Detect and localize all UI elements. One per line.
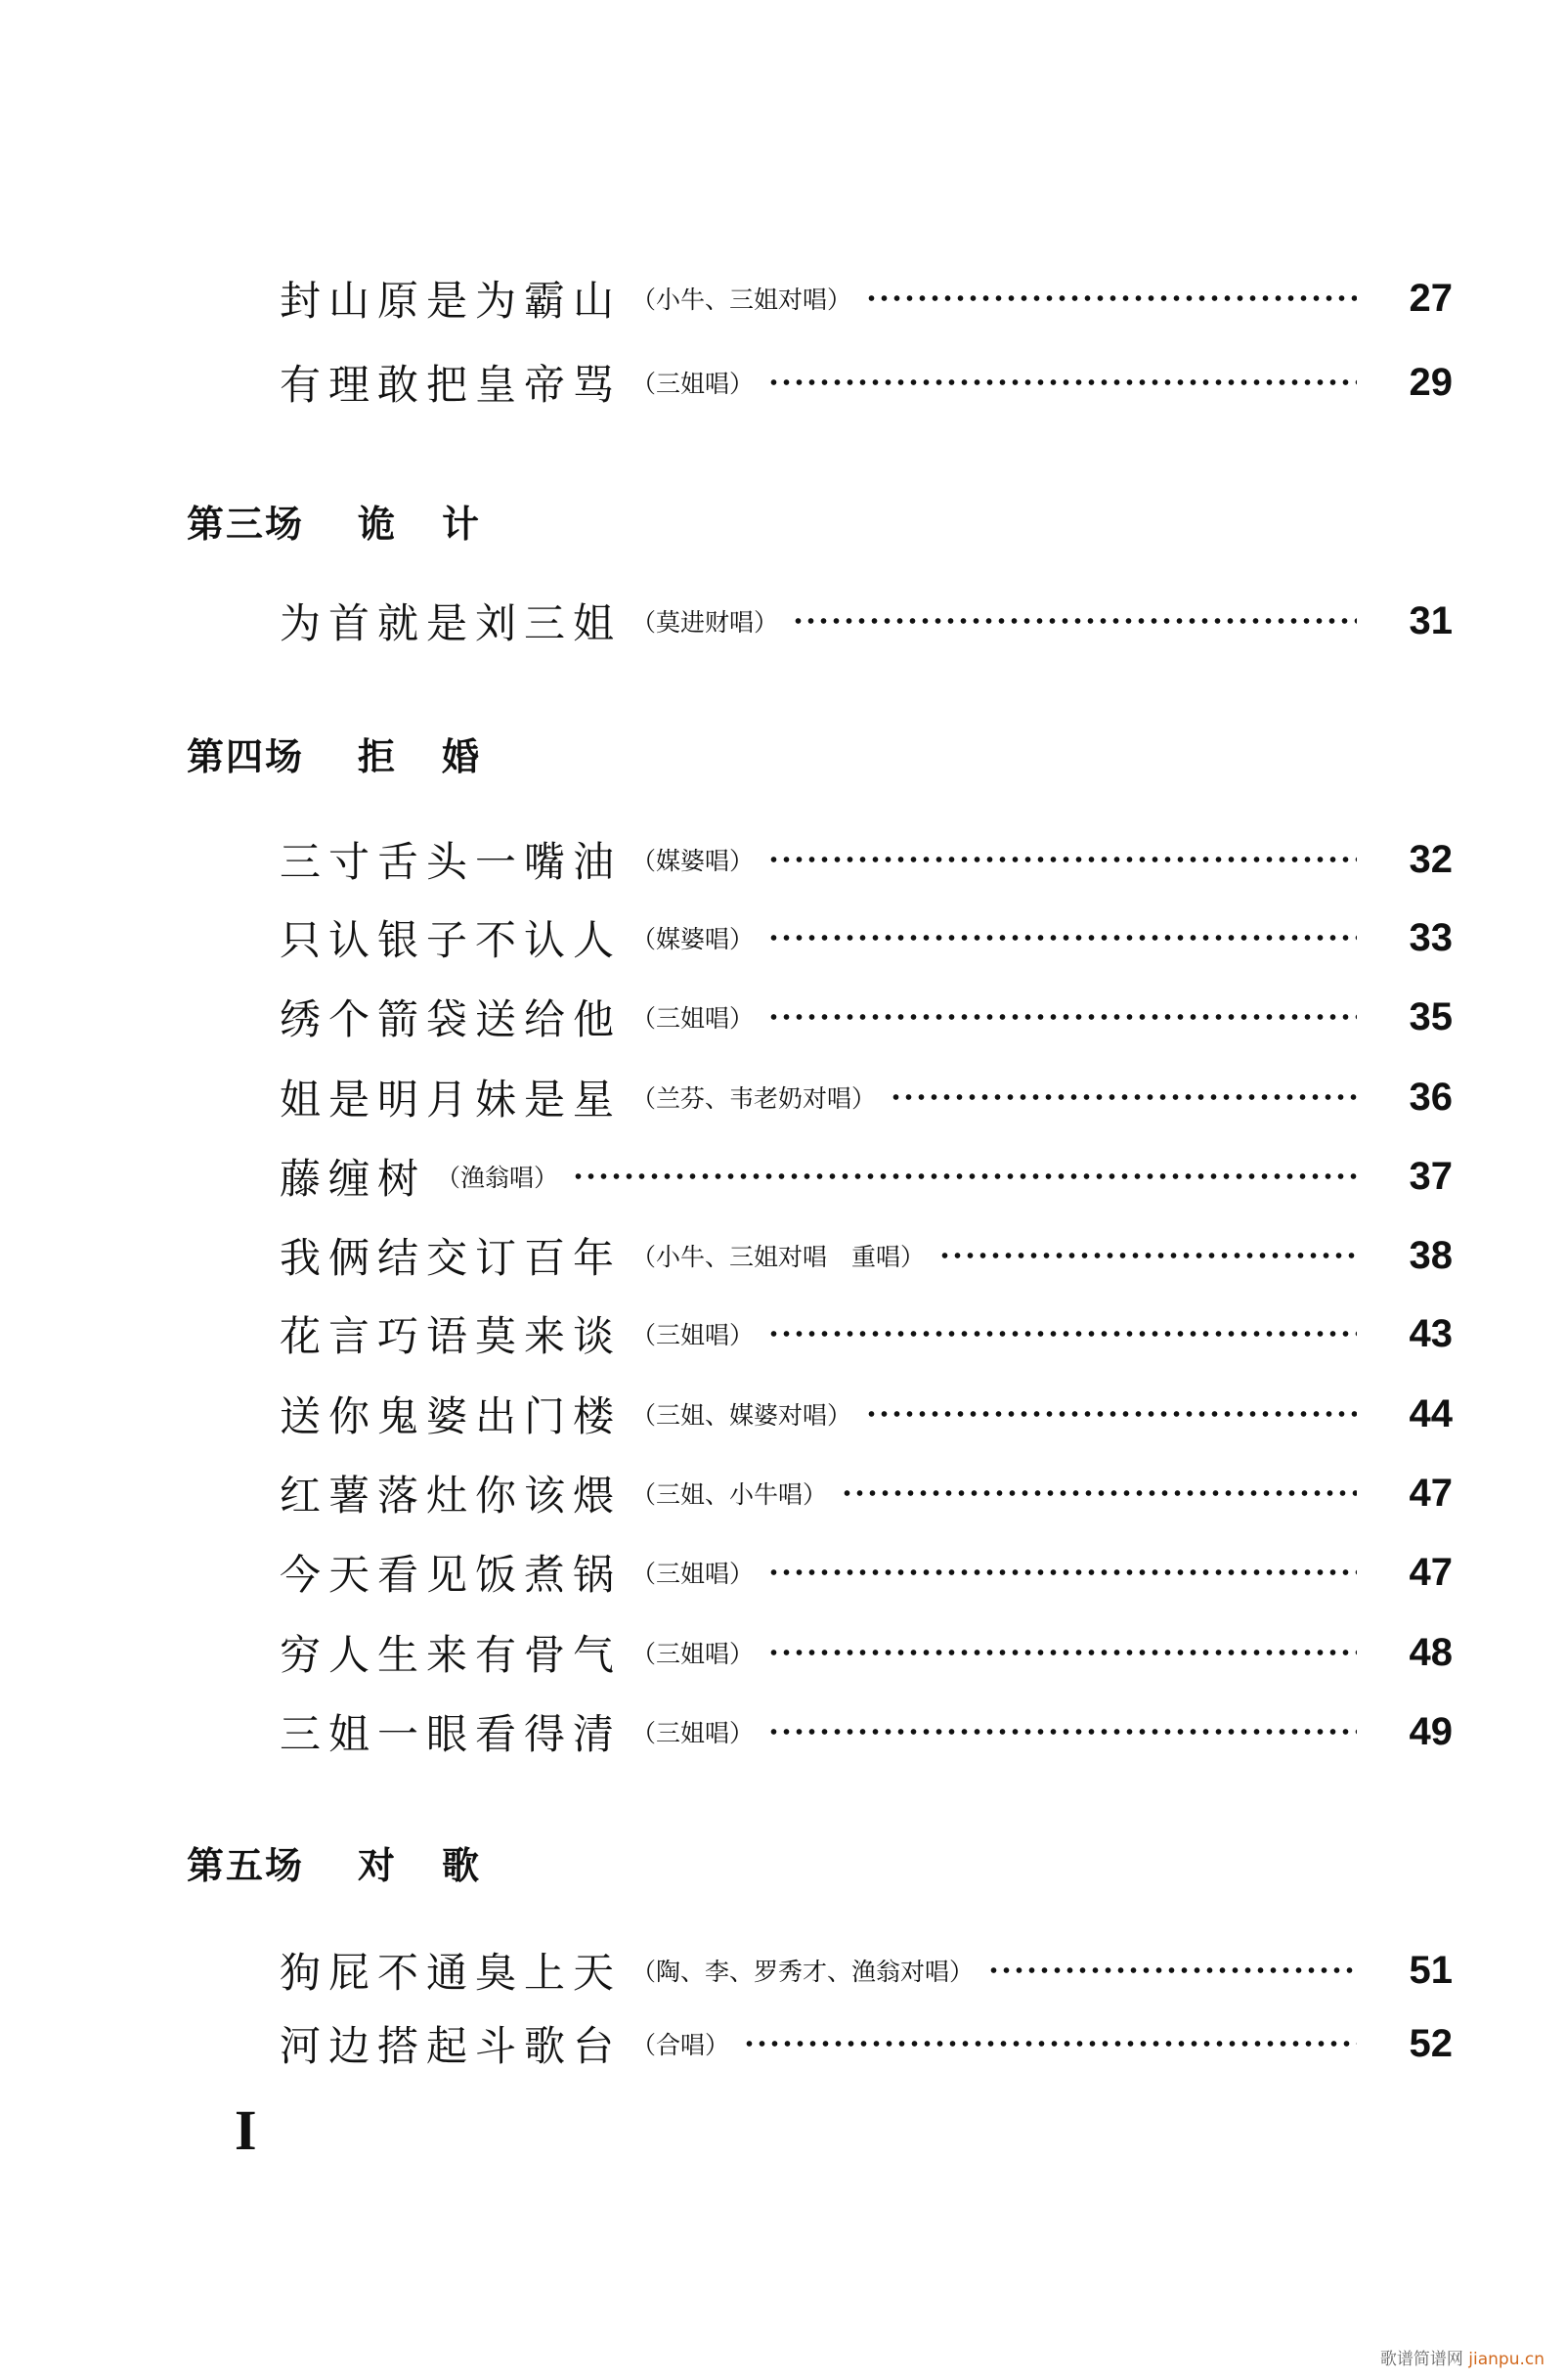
song-title: 狗屁不通臭上天 xyxy=(280,1949,623,1997)
song-title: 绣个箭袋送给他 xyxy=(280,995,623,1043)
section-heading xyxy=(187,1832,526,1891)
toc-entry xyxy=(280,269,1453,328)
singer-note: （三姐、小牛唱） xyxy=(631,1480,828,1509)
toc-entry xyxy=(280,592,1453,650)
song-title: 封山原是为霸山 xyxy=(280,277,623,325)
page-ref: 52 xyxy=(1409,2021,1453,2065)
song-title: 穷人生来有骨气 xyxy=(280,1631,623,1679)
song-title: 三寸舌头一嘴油 xyxy=(280,838,623,886)
song-title: 三姐一眼看得清 xyxy=(280,1710,623,1758)
toc-entry xyxy=(280,1464,1453,1522)
page-ref: 27 xyxy=(1409,276,1453,320)
singer-note: （小牛、三姐对唱） xyxy=(631,286,852,314)
song-title: 为首就是刘三姐 xyxy=(280,599,623,647)
dot-leader xyxy=(841,1489,1357,1497)
dot-leader xyxy=(865,294,1357,302)
song-title: 姐是明月妹是星 xyxy=(280,1076,623,1124)
toc-entry xyxy=(280,988,1453,1046)
section-name: 对歌 xyxy=(358,1843,527,1887)
page-ref: 31 xyxy=(1409,598,1453,642)
toc-entry xyxy=(280,1941,1453,2000)
song-title: 有理敢把皇帝骂 xyxy=(280,361,623,409)
singer-note: （三姐唱） xyxy=(631,1640,755,1668)
section-name: 拒婚 xyxy=(358,734,527,778)
singer-note: （三姐唱） xyxy=(631,1004,755,1033)
song-title: 只认银子不认人 xyxy=(280,916,623,964)
song-title: 河边搭起斗歌台 xyxy=(280,2022,623,2070)
dot-leader xyxy=(767,1568,1357,1576)
page-ref: 47 xyxy=(1409,1550,1453,1594)
song-title: 送你鬼婆出门楼 xyxy=(280,1392,623,1440)
dot-leader xyxy=(792,617,1357,625)
page-ref: 29 xyxy=(1409,360,1453,404)
dot-leader xyxy=(938,1252,1357,1259)
singer-note: （陶、李、罗秀才、渔翁对唱） xyxy=(631,1958,975,1986)
page-ref: 38 xyxy=(1409,1233,1453,1277)
dot-leader xyxy=(743,2040,1357,2048)
singer-note: （渔翁唱） xyxy=(436,1164,559,1192)
dot-leader xyxy=(767,934,1357,942)
dot-leader xyxy=(987,1966,1357,1974)
toc-entry xyxy=(280,1543,1453,1602)
dot-leader xyxy=(767,378,1357,386)
singer-note: （小牛、三姐对唱 重唱） xyxy=(631,1243,926,1271)
singer-note: （三姐、媒婆对唱） xyxy=(631,1401,852,1430)
dot-leader xyxy=(767,1649,1357,1656)
page-ref: 47 xyxy=(1409,1471,1453,1515)
watermark-cn: 歌谱简谱网 xyxy=(1379,2350,1463,2369)
song-title: 红薯落灶你该煨 xyxy=(280,1472,623,1520)
song-title: 花言巧语莫来谈 xyxy=(280,1312,623,1360)
toc-entry xyxy=(280,908,1453,967)
toc-entry xyxy=(280,353,1453,412)
page-ref: 49 xyxy=(1409,1709,1453,1753)
page-ref: 48 xyxy=(1409,1630,1453,1674)
toc-entry xyxy=(280,2014,1453,2073)
page-ref: 35 xyxy=(1409,994,1453,1038)
dot-leader xyxy=(767,856,1357,863)
dot-leader xyxy=(572,1172,1357,1180)
page-ref: 37 xyxy=(1409,1154,1453,1198)
section-number: 第五场 xyxy=(187,1843,305,1887)
toc-entry xyxy=(280,1304,1453,1363)
section-name: 诡计 xyxy=(358,502,527,546)
page-number: I xyxy=(235,2098,257,2162)
page-ref: 33 xyxy=(1409,915,1453,959)
singer-note: （合唱） xyxy=(631,2031,730,2059)
dot-leader xyxy=(865,1410,1357,1418)
watermark-url: jianpu.cn xyxy=(1468,2350,1544,2369)
section-number: 第四场 xyxy=(187,734,305,778)
singer-note: （三姐唱） xyxy=(631,1560,755,1588)
singer-note: （媒婆唱） xyxy=(631,847,755,875)
singer-note: （三姐唱） xyxy=(631,1321,755,1349)
page-ref: 32 xyxy=(1409,837,1453,881)
section-heading xyxy=(187,491,526,550)
toc-entry xyxy=(280,1068,1453,1126)
toc-entry xyxy=(280,1702,1453,1761)
singer-note: （兰芬、韦老奶对唱） xyxy=(631,1084,877,1113)
page-ref: 43 xyxy=(1409,1311,1453,1355)
singer-note: （媒婆唱） xyxy=(631,925,755,953)
singer-note: （三姐唱） xyxy=(631,370,755,398)
page-ref: 44 xyxy=(1409,1391,1453,1435)
toc-entry xyxy=(280,830,1453,889)
toc-entry xyxy=(280,1385,1453,1443)
page-ref: 36 xyxy=(1409,1075,1453,1119)
section-number: 第三场 xyxy=(187,502,305,546)
song-title: 我俩结交订百年 xyxy=(280,1234,623,1282)
dot-leader xyxy=(767,1728,1357,1736)
page-ref: 51 xyxy=(1409,1948,1453,1992)
toc-entry xyxy=(280,1226,1453,1285)
toc-entry xyxy=(280,1147,1453,1206)
toc-entry xyxy=(280,1623,1453,1682)
song-title: 今天看见饭煮锅 xyxy=(280,1551,623,1599)
singer-note: （三姐唱） xyxy=(631,1719,755,1747)
section-heading xyxy=(187,724,526,782)
watermark xyxy=(1380,2345,1544,2369)
singer-note: （莫进财唱） xyxy=(631,608,779,637)
dot-leader xyxy=(767,1330,1357,1338)
dot-leader xyxy=(890,1093,1357,1101)
dot-leader xyxy=(767,1013,1357,1021)
song-title: 藤缠树 xyxy=(280,1155,427,1203)
